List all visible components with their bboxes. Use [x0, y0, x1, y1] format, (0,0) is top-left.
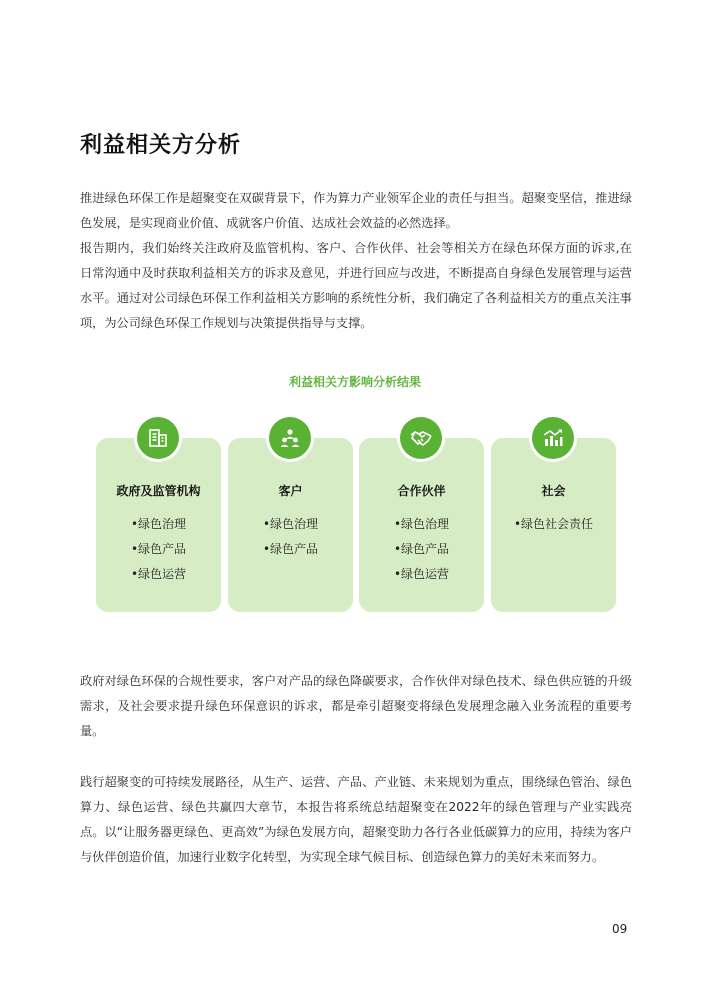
people-icon: [269, 417, 311, 459]
icon-ring: [397, 414, 445, 462]
list-item: •绿色产品: [393, 542, 450, 556]
growth-chart-icon: [532, 417, 574, 459]
icon-ring: [134, 414, 182, 462]
card-title: 客户: [278, 484, 303, 498]
card-title: 社会: [541, 484, 566, 498]
list-item: •绿色产品: [262, 542, 319, 556]
page-title: 利益相关方分析: [80, 133, 242, 158]
list-item: •绿色治理: [393, 517, 450, 531]
list-item: •绿色运营: [393, 567, 450, 581]
card-title: 合作伙伴: [397, 484, 446, 498]
list-item: •绿色产品: [130, 542, 187, 556]
list-item: •绿色治理: [130, 517, 187, 531]
list-item: •绿色运营: [130, 567, 187, 581]
summary-paragraph-2: 践行超聚变的可持续发展路径，从生产、运营、产品、产业链、未来规划为重点，围绕绿色管治、绿色算力、绿色运营、绿色共赢四大章节，本报告将系统总结超聚变在2022年的绿色管理与产业实践亮点。以“让服务器更绿色、更高效”为绿色发展方向，超聚变助力各行各业低碳算力的应用，持续为客户与伙伴创造价值，加速行业数字化转型，为实现全球气候目标、创造绿色算力的美好未来而努力。: [80, 775, 632, 864]
concern-list: [228, 512, 353, 562]
section-title: 利益相关方影响分析结果: [288, 375, 421, 389]
icon-ring: [529, 414, 577, 462]
list-item: •绿色社会责任: [513, 517, 594, 531]
concern-list: [96, 512, 221, 587]
card-title: 政府及监管机构: [116, 484, 201, 498]
summary-paragraph-1: 政府对绿色环保的合规性要求，客户对产品的绿色降碳要求，合作伙伴对绿色技术、绿色供应链的升级需求，及社会要求提升绿色环保意识的诉求，都是牵引超聚变将绿色发展理念融入业务流程的重要考量。: [80, 674, 632, 738]
page-number: 09: [612, 922, 628, 936]
list-item: •绿色治理: [262, 517, 319, 531]
handshake-icon: [400, 417, 442, 459]
stakeholder-card-government: [96, 438, 221, 612]
building-icon: [137, 417, 179, 459]
stakeholder-card-partner: [359, 438, 484, 612]
intro-paragraph-1: 推进绿色环保工作是超聚变在双碳背景下，作为算力产业领军企业的责任与担当。超聚变坚信，推进绿色发展，是实现商业价值、成就客户价值、达成社会效益的必然选择。: [80, 191, 632, 230]
stakeholder-card-customer: [228, 438, 353, 612]
icon-ring: [266, 414, 314, 462]
concern-list: [359, 512, 484, 587]
intro-paragraph-2: 报告期内，我们始终关注政府及监管机构、客户、合作伙伴、社会等相关方在绿色环保方面的诉求,在日常沟通中及时获取利益相关方的诉求及意见，并进行回应与改进，不断提高自身绿色发展管理与运营水平。通过对公司绿色环保工作利益相关方影响的系统性分析，我们确定了各利益相关方的重点关注事项，为公司绿色环保工作规划与决策提供指导与支撑。: [80, 241, 632, 330]
stakeholder-card-society: [491, 438, 616, 612]
concern-list: [491, 512, 616, 537]
